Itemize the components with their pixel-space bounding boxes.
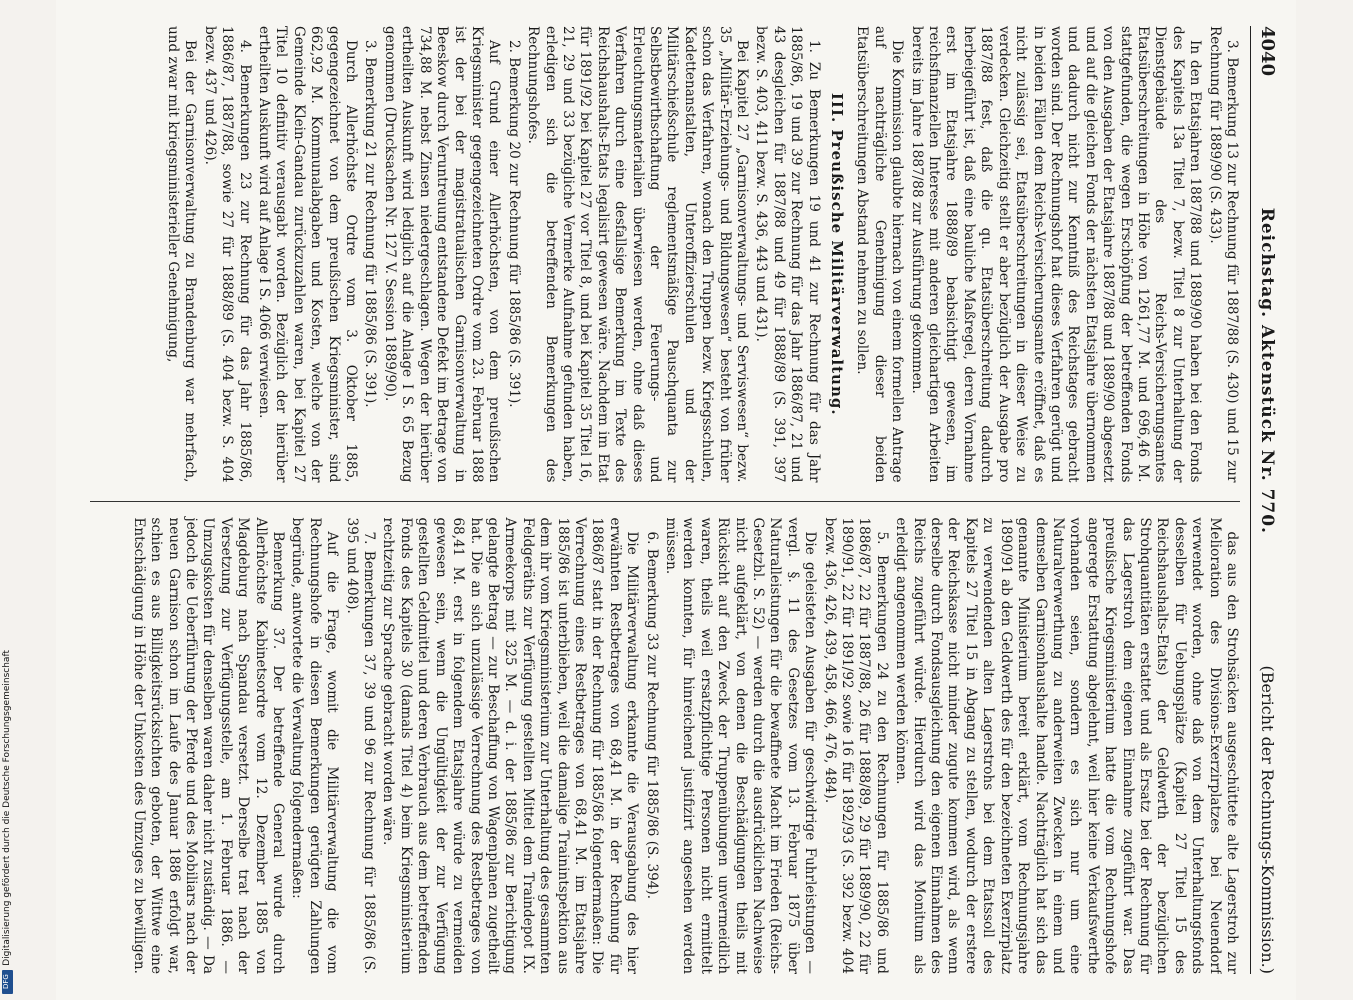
paragraph: Bei Kapitel 27 „Garnisonverwaltungs- und Serviswesen“ bezw. 35 „Militär-Erziehungs- und Bildungswesen“ besteht von früher schon das Verfahren, wonach den Truppen bezw. Kriegsschulen, Kadettenanstalten, Unteroffizierschulen und der Militärschießschule reglementsmäßige Pauschquanta zur Selbstbewirthschaftung der Feuerungs- und Erleuchtungsmaterialien überwiesen werden, ohne daß dieses Verfahren durch eine desfallsige Bemerkung im Texte des Reichshaushalts-Etats legalisirt gewesen wäre. Nachdem im Etat für 1891/92 bei Kapitel 27 vor Titel 8, und bei Kapitel 35 Titel 16, 21, 29 und 33 bezügliche Vermerke Aufnahme gefunden haben, erledigen sich die betreffenden Bemerkungen des Rechnungshofes. xyxy=(525,26,751,483)
page-title: Reichstag. Aktenstück Nr. 770. xyxy=(1257,207,1277,534)
paragraph: 6. Bemerkung 33 zur Rechnung für 1885/86 (S. 394). xyxy=(643,531,660,900)
paragraph: 1. Zu Bemerkungen 19 und 41 zur Rechnung für das Jahr 1885/86, 19 und 39 zur Rechnung für das Jahr 1886/87, 21 und 43 desgleichen für 1887/88 und 49 für 1888/89 (S. 391, 397 bezw. S. 403, 411 bezw. S. 436, 443 und 431). xyxy=(753,26,822,483)
paragraph: Die Militärverwaltung erkannte die Verausgabung des hier erwähnten Restbetrages von 68,41 M. in der Rechnung für 1886/87 statt in der Rechnung für 1885/86 folgendermaßen: Die Verrechnung eines Restbetrages von 68,41 M. im Etatsjahre 1885/86 ist unterblieben, weil die damalige Trainintspektion aus dem ihr vom Kriegsministerium zur Unterhaltung des gesammten Feldgeräths zur Verfügung gestellten Mittel dem Traindepot IX. Armeekorps mit 325 M. — d. i. der 1885/86 zur Berichtigung gelangte Betrag — zur Beschaffung von Wagenplanen zugetheilt hat. Die an sich unzulässige Verrechnung des Restbetrages von 68,41 M. erst in folgendem Etatsjahre würde zu vermeiden gewesen sein, wenn die Ungültigkeit der zur Verfügung gestellten Geldmittel und deren Verbrauch aus dem betreffenden Fonds des Kapitels 30 (damals Titel 4) beim Kriegsministerium rechtzeitig zur Sprache gebracht worden wäre. xyxy=(380,517,641,974)
paragraph: Die geleisteten Ausgaben für geschwidrige Fuhrleistungen — vergl. §. 11 des Gesetzes vom 13. Februar 1875 über Naturalleistungen für die bewaffnete Macht im Frieden (Reichs-Gesetzbl. S. 52) — werden durch die ausdrücklichen Nachweise nicht aufgeklärt, von denen die Beschädigungen theils mit Rücksicht auf den Zweck der Truppenübungen unvermeidlich waren, theils weil ersatzpflichtige Personen nicht ermittelt werden konnten, für hinreichend justifizirt angesehen werden müssen. xyxy=(663,517,819,974)
paragraph: 7. Bemerkungen 37, 39 und 96 zur Rechnung für 1885/86 (S. 395 und 408). xyxy=(343,517,378,974)
right-column xyxy=(90,501,1240,975)
paragraph: das aus den Strohsäcken ausgeschüttete alte Lagerstroh zur Melioration des Divisions-Exerzirplatzes bei Neuendorf verwendet worden, ohne daß von dem Unterhaltungsfonds desselben für Uebungsplätze (Kapitel 27 Titel 15 des Reichshaushalts-Etats) der Geldwerth der bezüglichen Strohquantitäten erstattet und als Ersatz bei der Rechnung für das Lagerstroh dem eigenen Einnahme zugeführt war. Das preußische Kriegsministerium hatte die vom Rechnungshofe angeregte Erstattung abgelehnt, weil hier keine Verkaufswerthe vorhanden seien, sondern es sich nur um eine Naturalverwerthung zu anderweiten Zwecken in einem und demselben Garnisonhaushalte handle. Nachträglich hat sich das genannte Ministerium bereit erklärt, vom Rechnungsjahre 1890/91 ab den Geldwerth des für den bezeichneten Exerzirplatz zu verwendenden alten Lagerstrohs bei dem Etatssoll des Kapitels 27 Titel 15 in Abgang zu stellen, wodurch der erstere der Reichskasse nicht minder zugute kommen wird, als wenn derselbe durch Fondsausgleichung den eigenen Einnahmen des Reichs zugeführt würde. Hierdurch wird das Monitum als erledigt angenommen werden können. xyxy=(893,517,1240,974)
section-title: (Bericht der Rechnungs-Kommission.) xyxy=(1258,665,1277,974)
page-header xyxy=(1250,26,1278,974)
left-column xyxy=(90,26,1240,483)
text-columns xyxy=(90,26,1240,974)
dfg-logo: DFG xyxy=(2,970,13,994)
digitization-credit xyxy=(0,0,14,1000)
paragraph: Bemerkung 37. Der betreffende General wurde durch Allerhöchste Kabinetsordre vom 12. Dezember 1885 von Magdeburg nach Spandau versetzt. Derselbe trat nach der Versetzung zur Verfügungsstelle, am 1. Februar 1886. — Umzugskosten für denselben waren daher nicht zuständig. — Da jedoch die Ueberführung der Pferde und des Mobiliars nach der neuen Garnison schon im Laufe des Januar 1886 erfolgt war, schien es aus Billigkeitsrücksichten geboten, der Wittwe eine Entschädigung in Höhe der Unkosten des Umzuges zu bewilligen. xyxy=(130,517,287,974)
paragraph: Durch Allerhöchste Ordre vom 3. Oktober 1885, gegengezeichnet von dem preußischen Kriegsminister, sind 662,92 M. Kommunalabgaben und Kosten, welche von der Gemeinde Klein-Gandau zurückzuzahlen waren, bei Kapitel 27 Titel 10 definitiv verausgabt worden. Bezüglich der hierüber ertheilten Auskunft wird auf Anlage I S. 4066 verwiesen. xyxy=(256,26,360,483)
paragraph: 2. Bemerkung 20 zur Rechnung für 1885/86 (S. 391). xyxy=(505,40,522,408)
paragraph: 4. Bemerkungen 23 zur Rechnung für das Jahr 1885/86, 1886/87, 1887/88, sowie 27 für 1888/89 (S. 404 bezw. S. 404 bezw. 437 und 426). xyxy=(201,26,253,483)
paragraph: Bei der Garnisonverwaltung zu Brandenburg war mehrfach, und zwar mit kriegsministerieller Genehmigung, xyxy=(165,26,199,483)
paragraph: 5. Bemerkungen 24 zu den Rechnungen für 1885/86 und 1886/87, 22 für 1887/88, 26 für 1888/89, 29 für 1889/90, 22 für 1890/91, 22 für 1891/92 sowie 16 für 1892/93 (S. 392 bezw. 404 bezw. 436, 426, 439, 458, 466, 476, 484). xyxy=(821,517,890,974)
paragraph: 3. Bemerkung 13 zur Rechnung für 1887/88 (S. 430) und 15 zur Rechnung für 1889/90 (S. 433). xyxy=(1206,26,1240,483)
section-heading: III. Preußische Militärverwaltung. xyxy=(828,92,847,416)
paragraph: In den Etatsjahren 1887/88 und 1889/90 haben bei den Fonds des Kapitels 13a Titel 7, bezw. Titel 8 zur Unterhaltung der Dienstgebäude des Reichs-Versicherungsamtes Etatsüberschreitungen in Höhe von 1261,77 M. und 696,46 M. stattgefunden, die wegen Erschöpfung der betreffenden Fonds von den Ausgaben der Etatsjahre 1887/88 und 1889/90 abgesetzt und auf die gleichen Fonds der nächsten Etatsjahre übernommen und dadurch nicht zur Kenntniß des Reichstages gebracht worden sind. Der Rechnungshof hat dieses Verfahren gerügt und in beiden Fällen dem Reichs-Versicherungsamte eröffnet, daß es nicht zulässig sei, Etatsüberschreitungen in dieser Weise zu verdecken. Gleichzeitig stellt er aber bezüglich der Ausgabe pro 1887/88 fest, daß die qu. Etatsüberschreitung dadurch herbeigeführt ist, daß eine bauliche Maßregel, deren Vornahme erst im Etatsjahre 1888/89 beabsichtigt gewesen, im reichsfinanziellen Interesse mit anderen gleichartigen Arbeiten bereits im Jahre 1887/88 zur Ausführung gekommen. xyxy=(908,26,1204,483)
credit-text: Digitalisierung gefördert durch die Deutsche Forschungsgemeinschaft xyxy=(2,650,12,966)
page-number: 4040 xyxy=(1257,26,1278,77)
paragraph: Die Kommission glaubte hiernach von einem formellen Antrage auf nachträgliche Genehmigung dieser beiden Etatsüberschreitungen Abstand nehmen zu sollen. xyxy=(854,26,906,483)
paragraph: 3. Bemerkung 21 zur Rechnung für 1885/86 (S. 391). xyxy=(362,40,379,408)
document-page xyxy=(56,0,1296,1000)
paragraph: Auf die Frage, womit die Militärverwaltung die vom Rechnungshofe in diesen Bemerkungen gerügten Zahlungen begründe, antwortete die Verwaltung folgendermaßen: xyxy=(289,517,341,974)
paragraph: Auf Grund einer Allerhöchsten, von dem preußischen Kriegsminister gegengezeichneten Ordre vom 23. Februar 1888 ist der bei der magistratualischen Garnisonverwaltung in Beeskow durch Veruntreuung entstandene Defekt im Betrage von 734,88 M. nebst Zinsen niedergeschlagen. Wegen der hierüber ertheilten Auskunft wird lediglich auf die Anlage I S. 65 Bezug genommen (Drucksachen Nr. 127 V. Session 1889/90). xyxy=(381,26,503,483)
